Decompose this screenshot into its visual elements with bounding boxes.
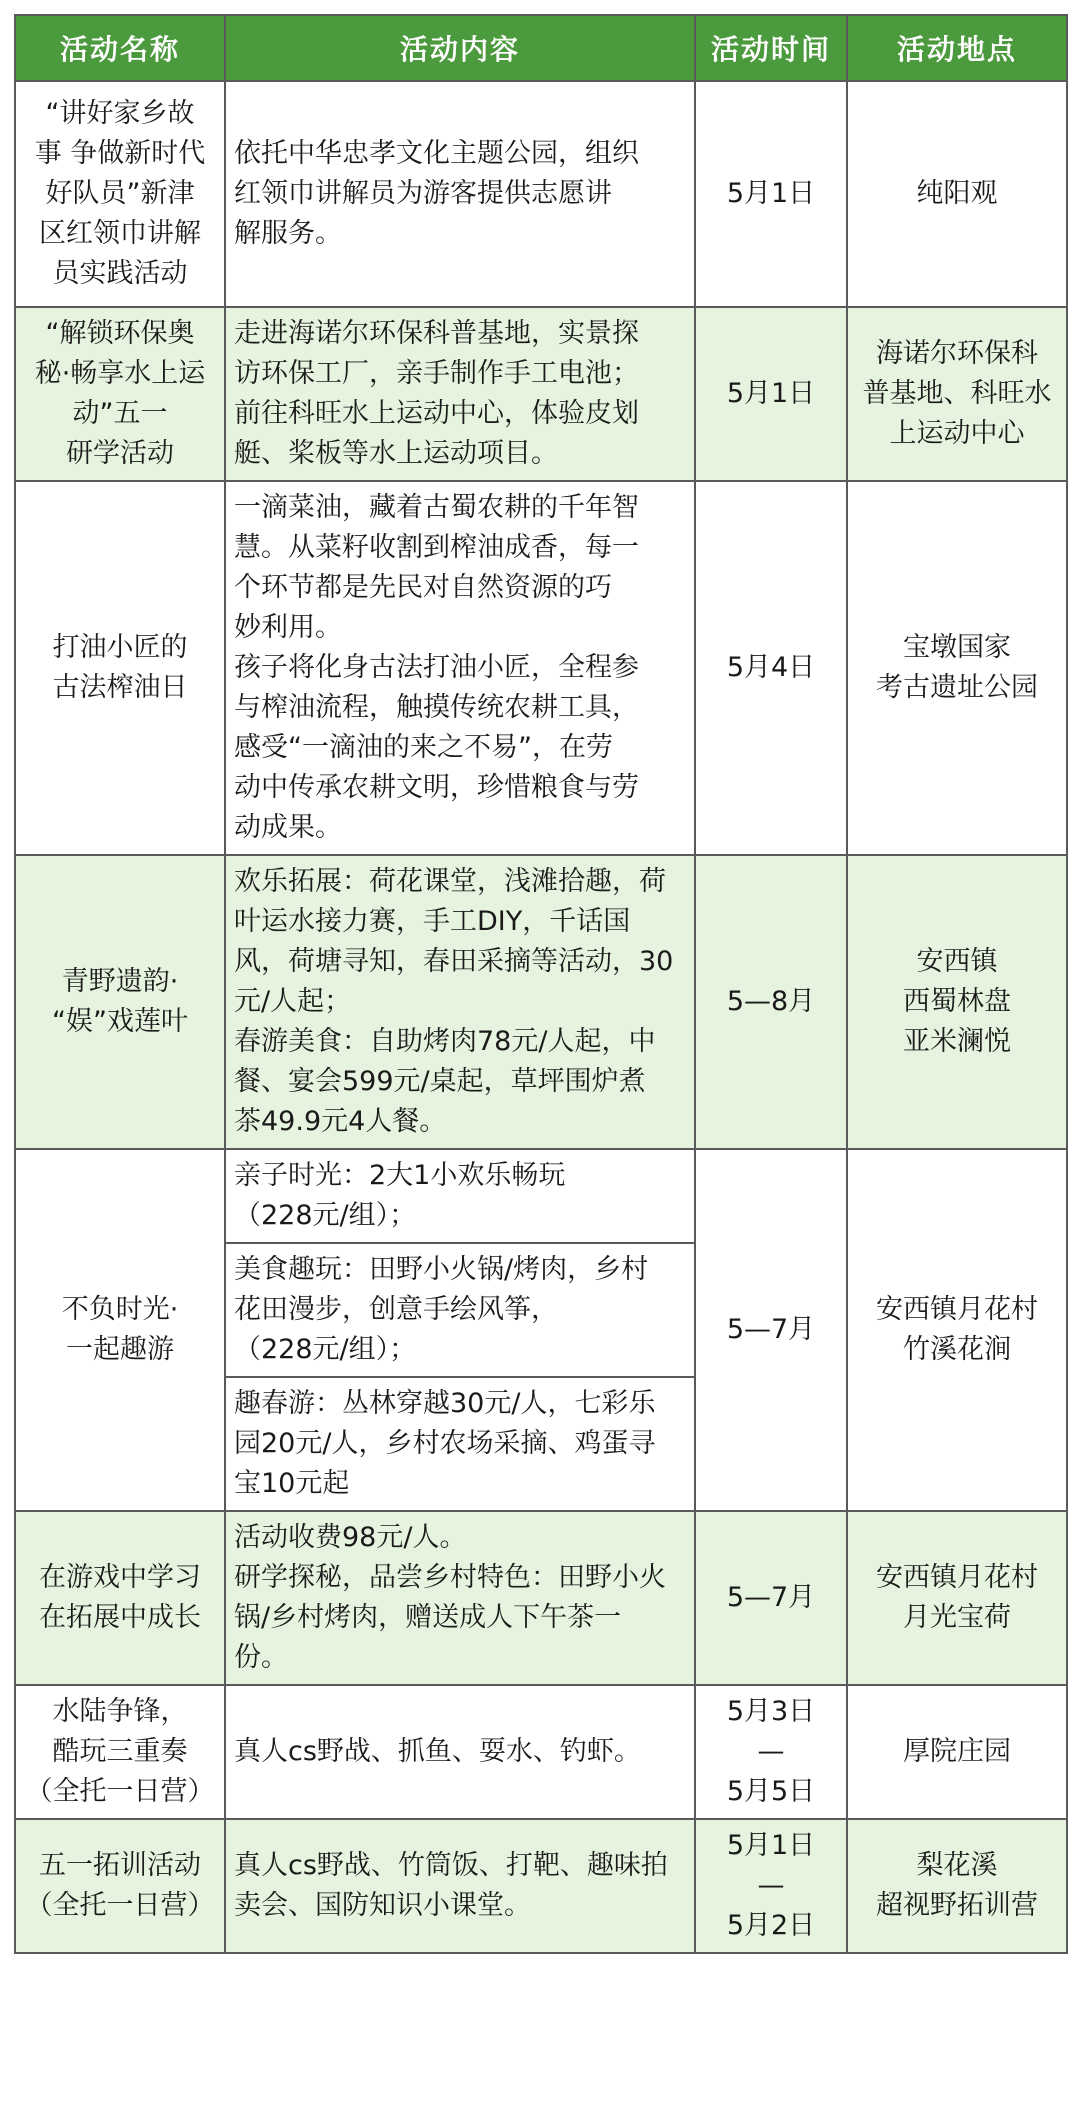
activity-table-container xyxy=(14,14,1066,1954)
table-row xyxy=(15,1149,1067,1511)
activity-name-line: 在游戏中学习 xyxy=(39,1562,201,1593)
activity-name-line: 打油小匠的 xyxy=(52,632,188,663)
activity-location-line: 梨花溪 xyxy=(916,1850,998,1881)
activity-content-line: 宝10元起 xyxy=(234,1468,350,1499)
activity-content-subcell xyxy=(226,1150,694,1244)
activity-name-cell xyxy=(15,1149,225,1511)
activity-content-cell xyxy=(225,855,695,1149)
activity-content-line: 份。 xyxy=(234,1642,288,1673)
activity-location-line: 超视野拓训营 xyxy=(876,1890,1038,1921)
activity-content-line: 卖会、国防知识小课堂。 xyxy=(234,1890,531,1921)
activity-name-line: 在拓展中成长 xyxy=(39,1602,201,1633)
activity-content-subcell xyxy=(226,1244,694,1378)
activity-name-line: 不负时光· xyxy=(61,1294,179,1325)
activity-location-cell xyxy=(847,81,1067,307)
activity-name-cell xyxy=(15,855,225,1149)
activity-content-line: 锅/乡村烤肉，赠送成人下午茶一 xyxy=(234,1602,622,1633)
activity-content-line: 动中传承农耕文明，珍惜粮食与劳 xyxy=(234,772,639,803)
activity-name-line: 水陆争锋， xyxy=(52,1696,188,1727)
activity-name-line: 研学活动 xyxy=(66,438,174,469)
activity-time-line: 5月5日 xyxy=(726,1776,816,1807)
activity-location-line: 海诺尔环保科 xyxy=(876,338,1038,369)
activity-name-line: （全托一日营） xyxy=(25,1890,215,1921)
activity-location-line: 亚米澜悦 xyxy=(903,1026,1011,1057)
activity-name-line: “讲好家乡故 xyxy=(45,98,195,129)
activity-content-line: 真人cs野战、竹筒饭、打靶、趣味拍 xyxy=(234,1850,668,1881)
activity-location-cell xyxy=(847,1149,1067,1511)
activity-content-line: 元/人起； xyxy=(234,986,352,1017)
activity-content-line: 孩子将化身古法打油小匠，全程参 xyxy=(234,652,639,683)
header-row xyxy=(15,15,1067,81)
activity-content-line: 慧。从菜籽收割到榨油成香，每一 xyxy=(234,532,639,563)
activity-content-cell xyxy=(225,1511,695,1685)
activity-content-line: 欢乐拓展：荷花课堂，浅滩拾趣，荷 xyxy=(234,866,666,897)
activity-content-line: 美食趣玩：田野小火锅/烤肉，乡村 xyxy=(234,1254,649,1285)
activity-location-line: 考古遗址公园 xyxy=(876,672,1038,703)
activity-name-line: 酷玩三重奏 xyxy=(52,1736,188,1767)
activity-time-line: 5月2日 xyxy=(726,1910,816,1941)
activity-location-line: 普基地、科旺水 xyxy=(862,378,1052,409)
activity-name-line: 一起趣游 xyxy=(66,1334,174,1365)
activity-name-cell xyxy=(15,1685,225,1819)
activity-name-cell xyxy=(15,1819,225,1953)
activity-content-line: 茶49.9元4人餐。 xyxy=(234,1106,447,1137)
activity-name-cell xyxy=(15,307,225,481)
activity-content-subcell xyxy=(226,1378,694,1510)
activity-content-line: 妙利用。 xyxy=(234,612,342,643)
table-row xyxy=(15,1819,1067,1953)
activity-name-line: “娱”戏莲叶 xyxy=(52,1006,188,1037)
activity-location-cell xyxy=(847,307,1067,481)
activity-time-line: 5—8月 xyxy=(726,986,816,1017)
activity-time-line: 5月4日 xyxy=(726,652,816,683)
table-row xyxy=(15,307,1067,481)
activity-location-line: 宝墩国家 xyxy=(903,632,1011,663)
header-activity-content: 活动内容 xyxy=(225,15,695,81)
activity-content-line: 趣春游：丛林穿越30元/人，七彩乐 xyxy=(234,1388,656,1419)
activity-name-cell xyxy=(15,481,225,855)
activity-table xyxy=(14,14,1068,1954)
activity-content-line: 与榨油流程，触摸传统农耕工具， xyxy=(234,692,639,723)
activity-time-line: 5月3日 xyxy=(726,1696,816,1727)
activity-location-cell xyxy=(847,855,1067,1149)
activity-content-line: 依托中华忠孝文化主题公园，组织 xyxy=(234,138,639,169)
activity-time-line: 5月1日 xyxy=(726,178,816,209)
activity-content-line: 一滴菜油，藏着古蜀农耕的千年智 xyxy=(234,492,639,523)
activity-name-line: （全托一日营） xyxy=(25,1776,215,1807)
activity-time-cell xyxy=(695,481,847,855)
activity-location-cell xyxy=(847,1685,1067,1819)
activity-name-line: 好队员”新津 xyxy=(45,178,195,209)
activity-content-line: （228元/组）； xyxy=(234,1200,417,1231)
header-activity-name: 活动名称 xyxy=(15,15,225,81)
activity-location-line: 纯阳观 xyxy=(916,178,998,209)
activity-content-line: 动成果。 xyxy=(234,812,342,843)
activity-location-cell xyxy=(847,1511,1067,1685)
activity-name-line: “解锁环保奥 xyxy=(45,318,195,349)
activity-content-cell xyxy=(225,481,695,855)
table-row xyxy=(15,855,1067,1149)
activity-content-cell xyxy=(225,307,695,481)
activity-time-cell xyxy=(695,81,847,307)
activity-time-cell xyxy=(695,1511,847,1685)
activity-content-line: 花田漫步，创意手绘风筝， xyxy=(234,1294,558,1325)
activity-content-line: 走进海诺尔环保科普基地，实景探 xyxy=(234,318,639,349)
activity-content-line: 研学探秘，品尝乡村特色：田野小火 xyxy=(234,1562,666,1593)
activity-time-line: — xyxy=(757,1870,785,1901)
activity-time-line: 5月1日 xyxy=(726,378,816,409)
activity-name-line: 秘·畅享水上运 xyxy=(34,358,206,389)
table-body xyxy=(15,81,1067,1953)
header-activity-time: 活动时间 xyxy=(695,15,847,81)
activity-location-cell xyxy=(847,481,1067,855)
activity-content-line: 活动收费98元/人。 xyxy=(234,1522,467,1553)
activity-content-line: 个环节都是先民对自然资源的巧 xyxy=(234,572,612,603)
activity-location-line: 月光宝荷 xyxy=(903,1602,1011,1633)
activity-content-line: 风，荷塘寻知，春田采摘等活动，30 xyxy=(234,946,674,977)
activity-content-line: 感受“一滴油的来之不易”，在劳 xyxy=(234,732,613,763)
activity-name-cell xyxy=(15,1511,225,1685)
activity-time-line: 5—7月 xyxy=(726,1314,816,1345)
activity-location-line: 上运动中心 xyxy=(889,418,1025,449)
activity-time-line: 5—7月 xyxy=(726,1582,816,1613)
activity-content-line: 真人cs野战、抓鱼、耍水、钓虾。 xyxy=(234,1736,641,1767)
activity-location-line: 安西镇 xyxy=(916,946,998,977)
activity-time-cell xyxy=(695,307,847,481)
activity-location-line: 西蜀林盘 xyxy=(903,986,1011,1017)
activity-content-line: 前往科旺水上运动中心，体验皮划 xyxy=(234,398,639,429)
activity-time-cell xyxy=(695,1819,847,1953)
activity-name-line: 员实践活动 xyxy=(52,258,188,289)
activity-name-line: 区红领巾讲解 xyxy=(39,218,201,249)
activity-content-cell xyxy=(225,81,695,307)
activity-content-line: 春游美食：自助烤肉78元/人起，中 xyxy=(234,1026,656,1057)
activity-content-cell xyxy=(225,1685,695,1819)
activity-content-cell xyxy=(225,1149,695,1511)
activity-content-cell xyxy=(225,1819,695,1953)
activity-content-line: 解服务。 xyxy=(234,218,342,249)
activity-time-cell xyxy=(695,1149,847,1511)
table-row xyxy=(15,81,1067,307)
activity-name-line: 五一拓训活动 xyxy=(39,1850,201,1881)
activity-name-cell xyxy=(15,81,225,307)
activity-time-cell xyxy=(695,1685,847,1819)
activity-content-line: 餐、宴会599元/桌起，草坪围炉煮 xyxy=(234,1066,646,1097)
activity-content-line: 叶运水接力赛，手工DIY，千话国 xyxy=(234,906,631,937)
table-row xyxy=(15,1685,1067,1819)
activity-name-line: 动”五一 xyxy=(72,398,168,429)
activity-location-line: 安西镇月花村 xyxy=(876,1562,1038,1593)
activity-location-line: 竹溪花涧 xyxy=(903,1334,1011,1365)
activity-name-line: 古法榨油日 xyxy=(52,672,188,703)
activity-content-line: 红领巾讲解员为游客提供志愿讲 xyxy=(234,178,612,209)
activity-content-line: 访环保工厂，亲手制作手工电池； xyxy=(234,358,639,389)
activity-location-line: 厚院庄园 xyxy=(903,1736,1011,1767)
activity-name-line: 青野遗韵· xyxy=(61,966,179,997)
activity-location-line: 安西镇月花村 xyxy=(876,1294,1038,1325)
activity-content-line: （228元/组）； xyxy=(234,1334,417,1365)
activity-content-line: 艇、桨板等水上运动项目。 xyxy=(234,438,558,469)
activity-time-line: — xyxy=(757,1736,785,1767)
activity-content-line: 园20元/人，乡村农场采摘、鸡蛋寻 xyxy=(234,1428,656,1459)
activity-location-cell xyxy=(847,1819,1067,1953)
activity-time-cell xyxy=(695,855,847,1149)
activity-time-line: 5月1日 xyxy=(726,1830,816,1861)
table-row xyxy=(15,481,1067,855)
header-activity-location: 活动地点 xyxy=(847,15,1067,81)
table-row xyxy=(15,1511,1067,1685)
activity-name-line: 事 争做新时代 xyxy=(34,138,206,169)
activity-content-line: 亲子时光：2大1小欢乐畅玩 xyxy=(234,1160,566,1191)
